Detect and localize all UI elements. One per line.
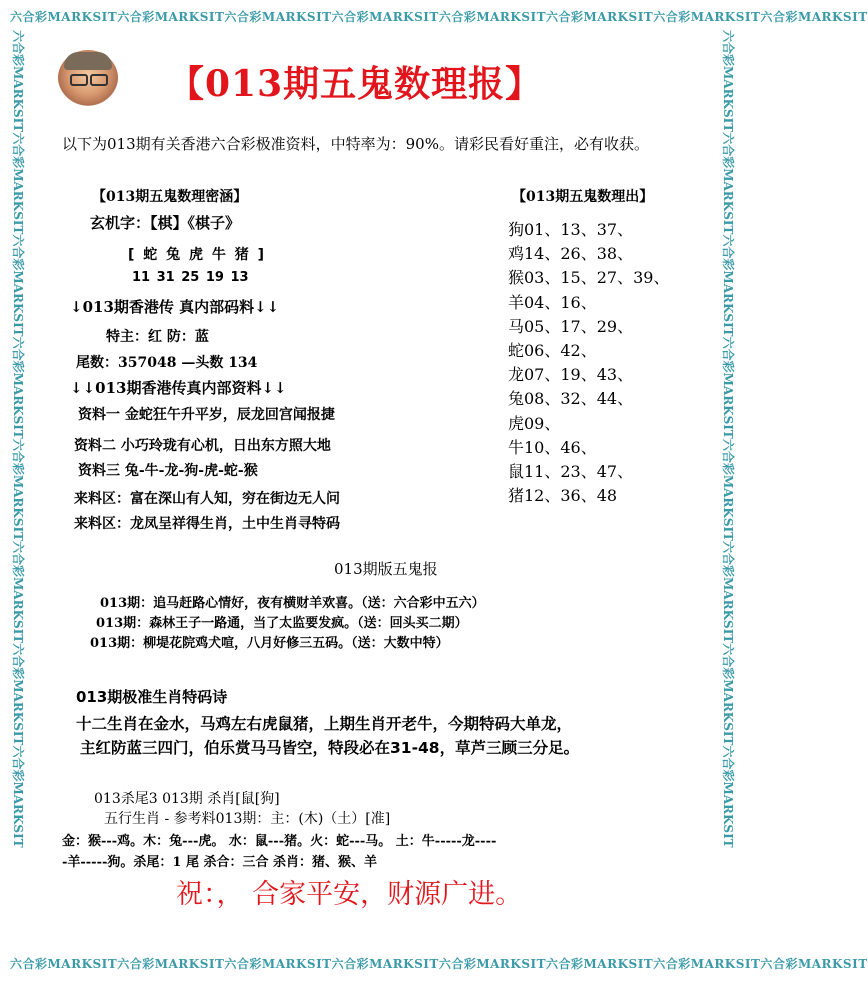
poem-title: 013期极准生肖特码诗 [76,688,228,706]
list-item: 马05、17、29、 [508,316,634,336]
ziliao-1: 资料一 金蛇狂午升平岁，辰龙回宫闻报捷 [78,407,335,423]
zodiac-bracket: [ 蛇 兔 虎 牛 猪 ] [128,247,265,263]
weishu-line: 尾数：357048 —头数 134 [76,355,258,371]
wugui-line-3: 013期：柳堤花院鸡犬喧，八月好修三五码。（送：大数中特） [90,636,449,651]
list-item: 蛇06、42、 [508,340,597,360]
section1-title: ↓013期香港传 真内部码料↓↓ [70,298,280,316]
border-left-text: 六合彩MARKSIT六合彩MARKSIT六合彩MARKSIT六合彩MARKSIT六合彩MARKSIT六合彩MARKSIT六合彩MARKSIT六合彩MARKSIT [11,30,25,848]
elements-line-1: 金：猴---鸡。木：兔---虎。 水：鼠---猪。火：蛇---马。 土：牛-----龙---- [62,834,497,849]
number-list [508,218,669,508]
ziliao-2: 资料二 小巧玲珑有心机，日出东方照大地 [74,438,331,454]
tezhu-line: 特主：红 防：蓝 [106,329,209,345]
border-right [718,30,740,953]
border-right-text: 六合彩MARKSIT六合彩MARKSIT六合彩MARKSIT六合彩MARKSIT六合彩MARKSIT六合彩MARKSIT六合彩MARKSIT六合彩MARKSIT [721,30,735,848]
lailiao-1: 来料区：富在深山有人知，穷在街边无人问 [74,491,340,507]
left-section-header: 【013期五鬼数理密涵】 [92,189,248,205]
xuanji-line: 玄机字：【棋】《棋子》 [90,214,241,232]
ziliao-3: 资料三 兔-牛-龙-狗-虎-蛇-猴 [78,463,258,479]
wugui-title: 013期版五鬼报 [334,560,438,578]
list-item: 狗01、13、37、 [508,220,634,239]
poem-line-1: 十二生肖在金水，马鸡左右虎鼠猪，上期生肖开老牛，今期特码大单龙， [76,715,573,733]
page-title: 【013期五鬼数理报】 [168,63,543,105]
zodiac-numbers: 11 31 25 19 13 [132,270,249,285]
wuxing-line: 五行生肖 - 参考料013期：主：(木)（土）[准] [104,811,391,827]
elements-line-2: -羊-----狗。杀尾：1 尾 杀合：三合 杀肖：猪、猴、羊 [62,855,377,870]
right-section-header: 【013期五鬼数理出】 [512,189,654,205]
wugui-line-2: 013期：森林王子一路通，当了太监要发疯。（送：回头买二期） [96,616,468,631]
lailiao-2: 来料区：龙凤呈祥得生肖，土中生肖寻特码 [74,516,340,532]
list-item: 虎09、 [508,413,561,433]
list-item: 羊04、16、 [508,292,597,312]
border-bottom: 六合彩MARKSIT六合彩MARKSIT六合彩MARKSIT六合彩MARKSIT六合彩MARKSIT六合彩MARKSIT六合彩MARKSIT六合彩MARKSIT [10,957,868,971]
poem-line-2: 主红防蓝三四门，伯乐赏马马皆空，特段必在31-48，草芦三顾三分足。 [80,739,580,757]
avatar-glasses-right [90,74,108,86]
kill-line: 013杀尾3 013期 杀肖[鼠[狗] [94,791,280,807]
avatar-glasses-left [70,74,88,86]
section2-title: ↓↓013期香港传真内部资料↓↓ [70,379,287,397]
list-item: 牛10、46、 [508,437,597,457]
avatar [58,50,118,106]
list-item: 鼠11、23、47、 [508,461,634,481]
avatar-hair [64,52,112,70]
intro-text: 以下为013期有关香港六合彩极准资料，中特率为：90%。请彩民看好重注，必有收获。 [62,135,649,153]
list-item: 兔08、32、44、 [508,389,634,409]
list-item: 鸡14、26、38、 [508,244,634,264]
list-item: 猪12、36、48 [508,486,618,506]
list-item: 龙07、19、43、 [508,365,634,385]
list-item: 猴03、15、27、39、 [508,268,670,288]
border-left [8,30,30,953]
footer-blessing: 祝：， 合家平安，财源广进。 [176,879,523,910]
border-top: 六合彩MARKSIT六合彩MARKSIT六合彩MARKSIT六合彩MARKSIT六合彩MARKSIT六合彩MARKSIT六合彩MARKSIT六合彩MARKSIT [10,10,868,24]
wugui-line-1: 013期：追马赶路心情好，夜有横财羊欢喜。（送：六合彩中五六） [100,596,485,611]
